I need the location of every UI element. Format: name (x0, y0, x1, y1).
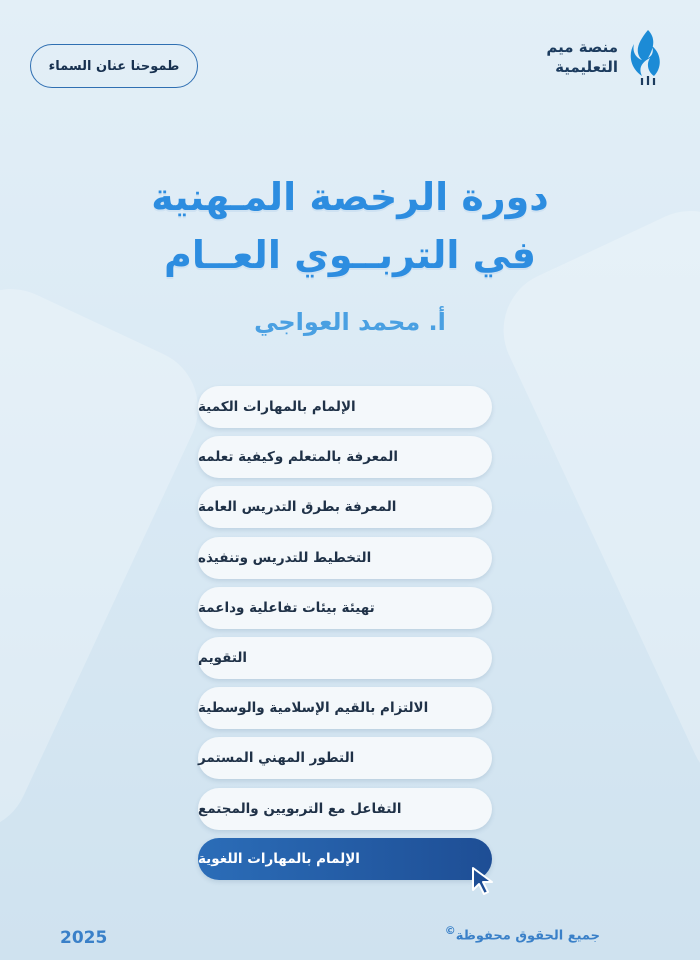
brand-logo (546, 28, 664, 86)
topic-item-button[interactable] (198, 788, 492, 830)
mouse-cursor-icon (470, 866, 498, 896)
flame-logo-icon (628, 28, 664, 86)
rights-text: جميع الحقوق محفوظة (455, 928, 600, 944)
topic-item-label: الالتزام بالقيم الإسلامية والوسطية (198, 700, 429, 717)
topic-item-button[interactable] (198, 587, 492, 629)
page-title (0, 168, 700, 284)
title-line1: دورة الرخصة المـهنية (151, 175, 549, 219)
background-shape-left (0, 269, 218, 850)
brand-line1: منصة ميم (546, 38, 618, 56)
brand-line2: التعليمية (555, 58, 618, 76)
topic-item-button[interactable] (198, 637, 492, 679)
topic-item-label: التطور المهني المستمر (198, 750, 355, 767)
copyright-icon: © (444, 924, 456, 937)
topic-item-label: التفاعل مع التربويين والمجتمع (198, 800, 402, 817)
topic-item-button[interactable] (198, 436, 492, 478)
copyright-notice (445, 924, 600, 943)
topic-item-label: الإلمام بالمهارات اللغوية (198, 850, 360, 867)
topic-item-button[interactable] (198, 687, 492, 729)
course-topics-list (198, 386, 492, 888)
topic-item-label: التقويم (198, 649, 248, 666)
topic-item-button[interactable] (198, 537, 492, 579)
slogan-badge: طموحنا عنان السماء (30, 44, 198, 88)
topic-item-label: المعرفة بطرق التدريس العامة (198, 499, 397, 516)
topic-item-label: تهيئة بيئات تفاعلية وداعمة (198, 599, 375, 616)
author-name: أ. محمد العواجي (254, 308, 446, 336)
topic-item-label: التخطيط للتدريس وتنفيذه (198, 549, 372, 566)
topic-item-button[interactable] (198, 386, 492, 428)
topic-item-button[interactable] (198, 737, 492, 779)
year-label: 2025 (60, 928, 108, 948)
topic-item-button[interactable] (198, 838, 492, 880)
title-line2: في التربــوي العــام (164, 233, 536, 277)
brand-name (546, 37, 618, 77)
topic-item-label: المعرفة بالمتعلم وكيفية تعلمه (198, 449, 398, 466)
topic-item-button[interactable] (198, 486, 492, 528)
topic-item-label: الإلمام بالمهارات الكمية (198, 399, 356, 415)
